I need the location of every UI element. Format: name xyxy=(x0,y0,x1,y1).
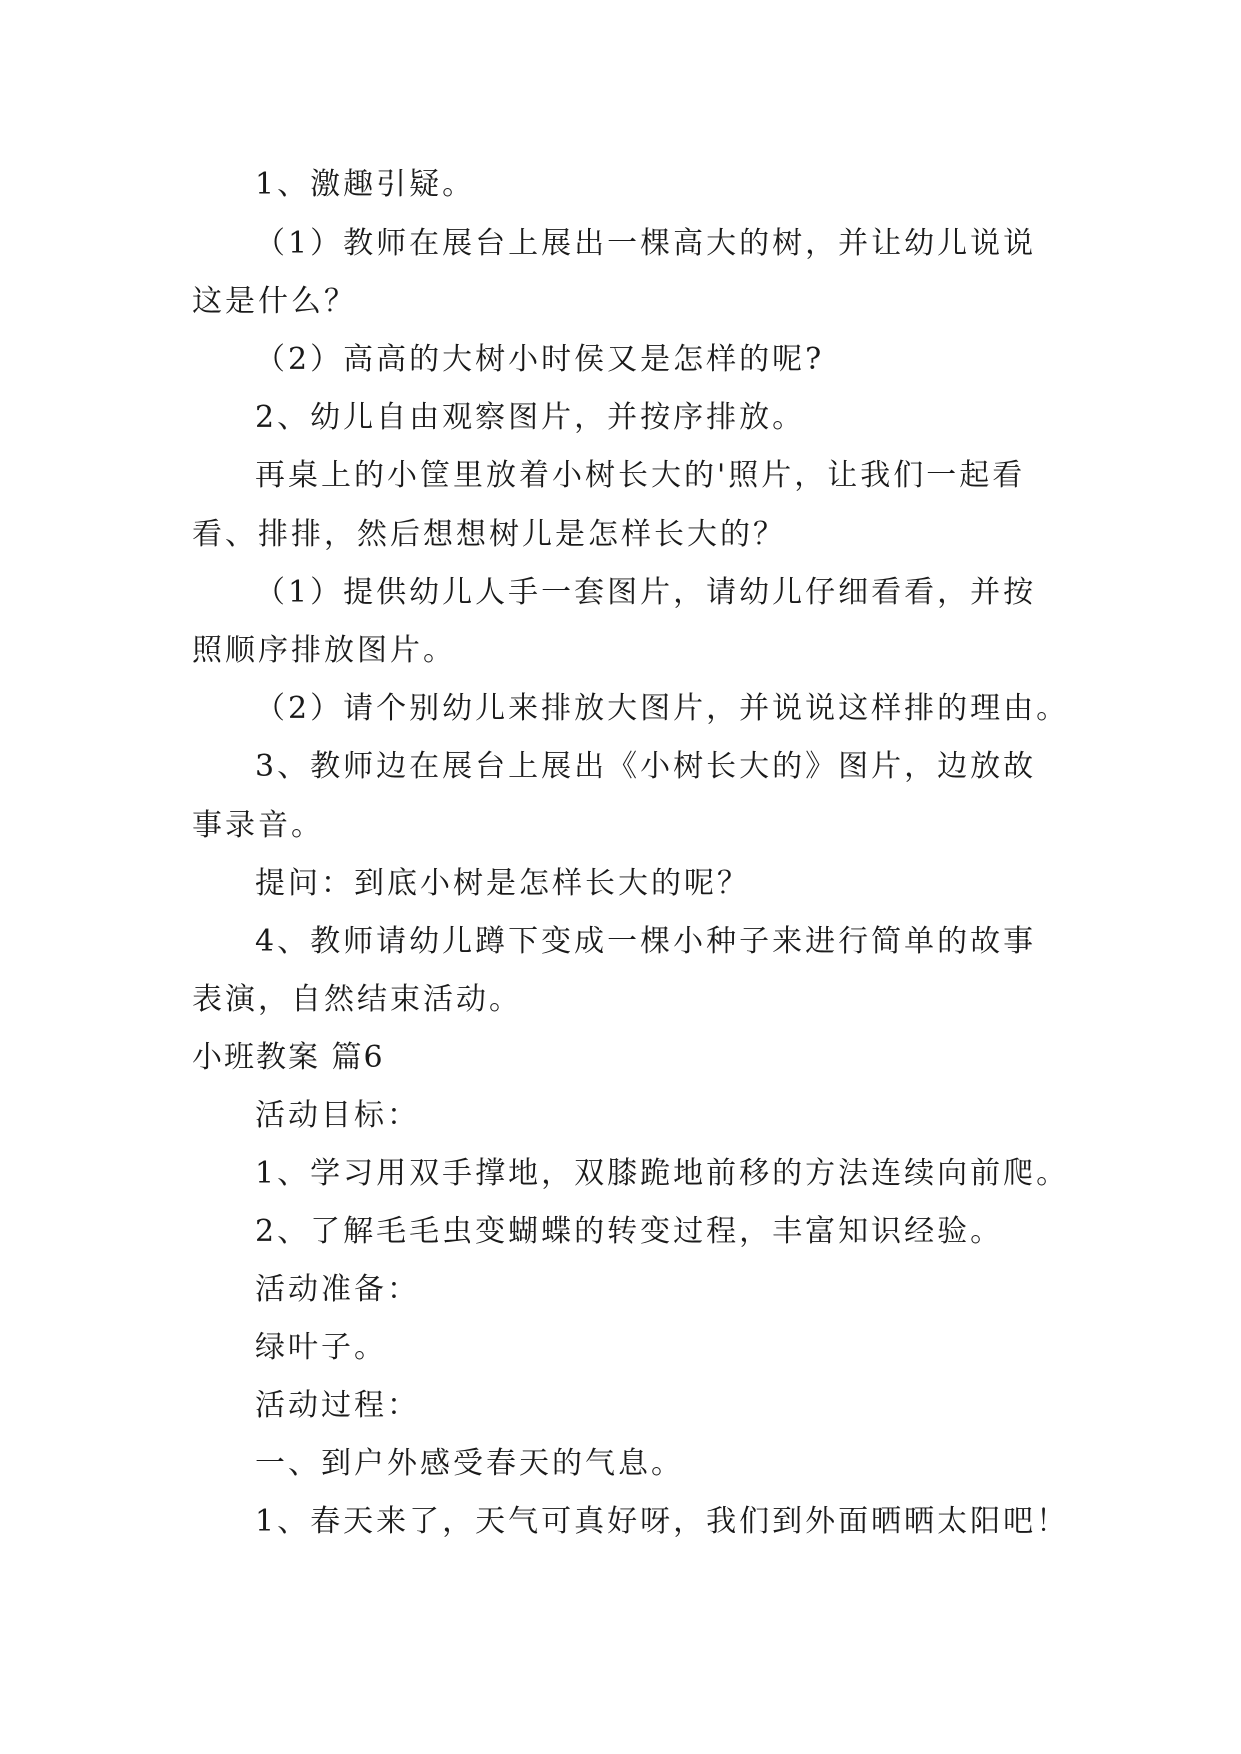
paragraph-line: 2、幼儿自由观察图片，并按序排放。 xyxy=(255,400,806,435)
paragraph-line: 1、学习用双手撑地，双膝跪地前移的方法连续向前爬。 xyxy=(255,1156,1070,1191)
paragraph-line: 4、教师请幼儿蹲下变成一棵小种子来进行简单的故事 xyxy=(255,924,1037,959)
paragraph-line: 3、教师边在展台上展出《小树长大的》图片，边放故 xyxy=(255,749,1037,784)
paragraph-line: 2、了解毛毛虫变蝴蝶的转变过程，丰富知识经验。 xyxy=(255,1214,1004,1249)
paragraph-line: 活动准备： xyxy=(255,1272,420,1307)
paragraph-line: 1、激趣引疑。 xyxy=(255,167,476,202)
paragraph-line: 1、春天来了，天气可真好呀，我们到外面晒晒太阳吧！ xyxy=(255,1504,1070,1539)
paragraph-line: 活动过程： xyxy=(255,1388,420,1423)
paragraph-line: （2）高高的大树小时侯又是怎样的呢? xyxy=(255,342,825,377)
paragraph-line: （1）提供幼儿人手一套图片，请幼儿仔细看看，并按 xyxy=(255,575,1037,610)
paragraph-line: 照顺序排放图片。 xyxy=(192,633,456,668)
paragraph-line: 一、到户外感受春天的气息。 xyxy=(255,1446,684,1481)
paragraph-line: （1）教师在展台上展出一棵高大的树，并让幼儿说说 xyxy=(255,226,1037,261)
paragraph-line: 表演，自然结束活动。 xyxy=(192,982,522,1017)
paragraph-line: 事录音。 xyxy=(192,808,324,843)
paragraph-line: （2）请个别幼儿来排放大图片，并说说这样排的理由。 xyxy=(255,691,1070,726)
paragraph-line: 再桌上的小筐里放着小树长大的'照片，让我们一起看 xyxy=(255,458,1026,493)
paragraph-line: 看、排排，然后想想树儿是怎样长大的？ xyxy=(192,517,786,552)
paragraph-line: 活动目标： xyxy=(255,1098,420,1133)
paragraph-line: 提问：到底小树是怎样长大的呢？ xyxy=(255,866,750,901)
paragraph-line: 这是什么？ xyxy=(192,284,357,319)
section-heading: 小班教案 篇6 xyxy=(192,1040,385,1075)
paragraph-line: 绿叶子。 xyxy=(255,1330,387,1365)
